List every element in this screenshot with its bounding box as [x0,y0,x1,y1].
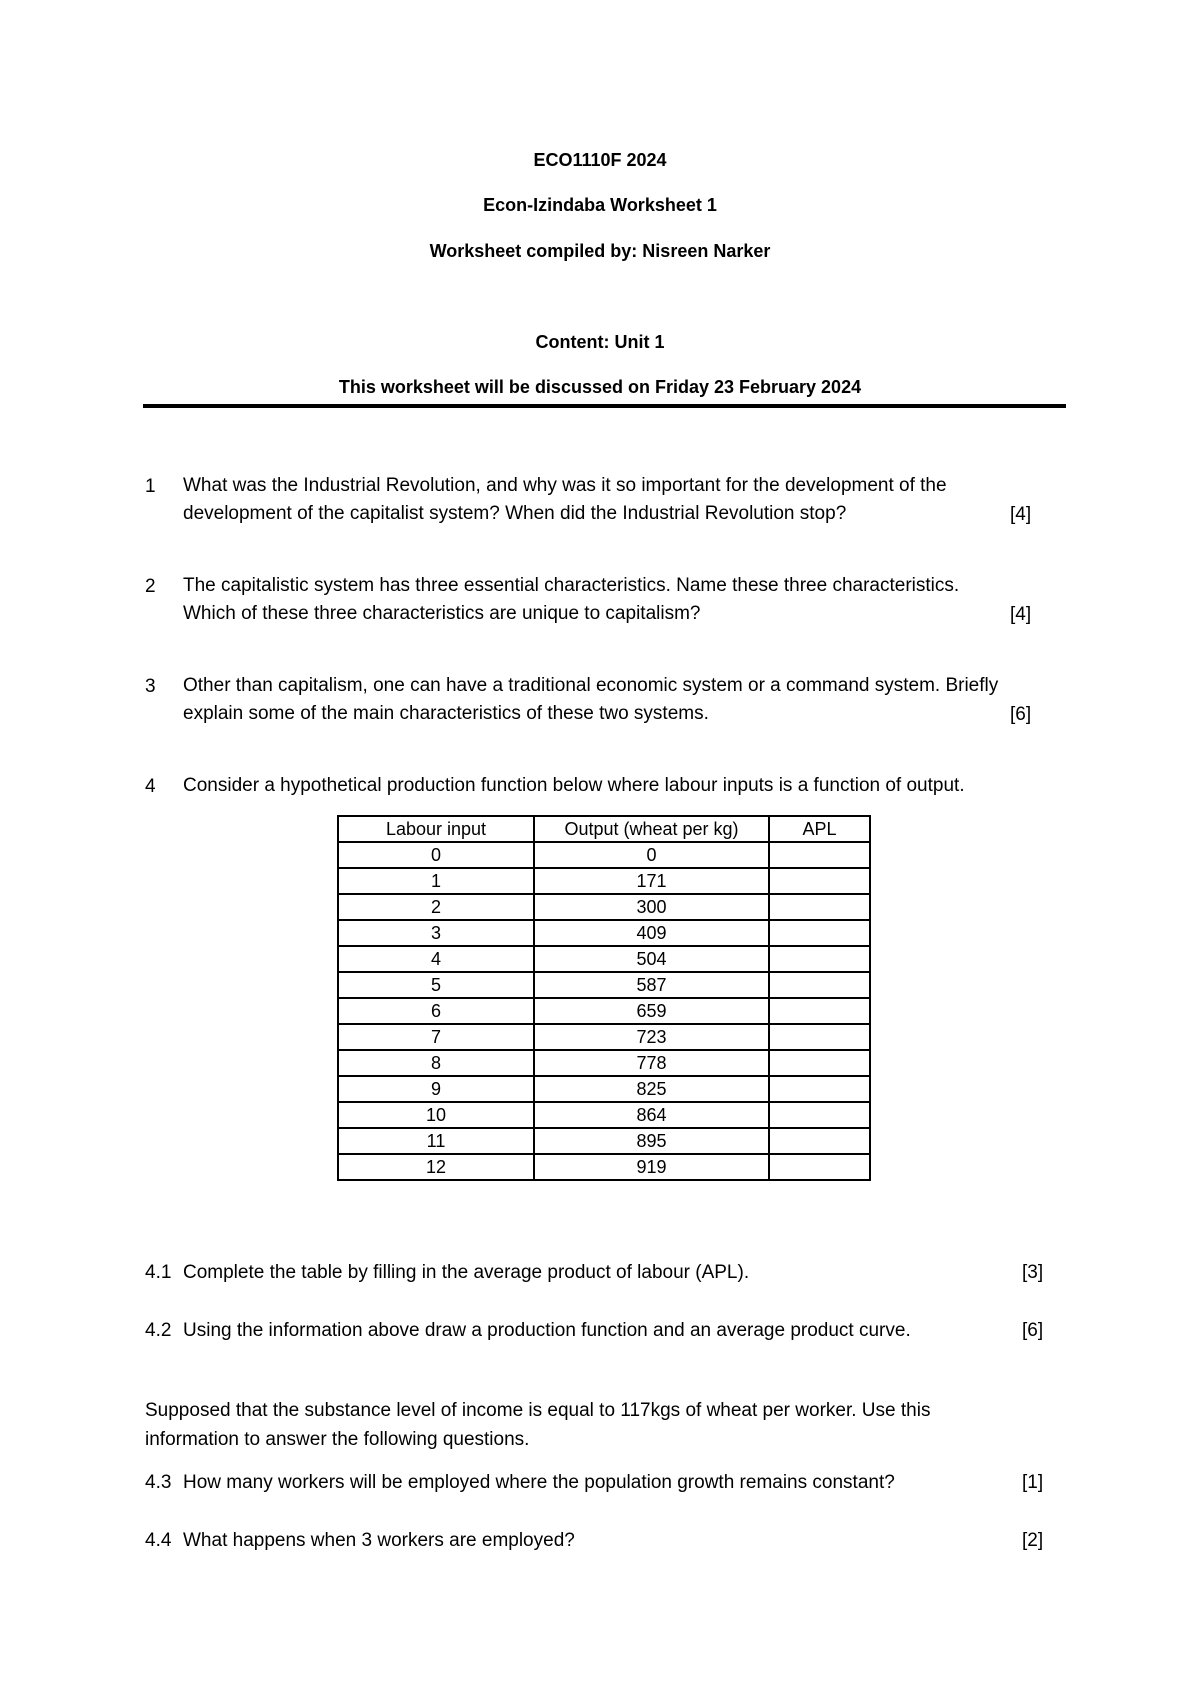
cell-apl [769,894,870,920]
cell-apl [769,868,870,894]
table-row [338,1102,870,1128]
cell-labour-input: 1 [338,868,534,894]
question-line: Which of these three characteristics are unique to capitalism? [183,603,701,624]
cell-output: 864 [534,1102,769,1128]
subquestion-text: What happens when 3 workers are employed? [183,1530,575,1551]
header-divider [143,404,1066,408]
subquestion-number: 4.4 [145,1530,172,1551]
question-number: 1 [145,476,156,497]
question-line: development of the capitalist system? When did the Industrial Revolution stop? [183,503,847,524]
discussion-date: This worksheet will be discussed on Friday 23 February 2024 [338,377,862,397]
cell-output: 171 [534,868,769,894]
question-number: 3 [145,676,156,697]
cell-apl [769,842,870,868]
question-line: Consider a hypothetical production function below where labour inputs is a function of output. [183,775,965,796]
cell-apl [769,1128,870,1154]
cell-output: 825 [534,1076,769,1102]
question-number: 4 [145,776,156,797]
cell-output: 778 [534,1050,769,1076]
table-row [338,946,870,972]
subquestion-text: How many workers will be employed where the population growth remains constant? [183,1472,895,1493]
cell-output: 659 [534,998,769,1024]
table-row [338,1076,870,1102]
subquestion-4-3 [145,1472,895,1494]
cell-labour-input: 7 [338,1024,534,1050]
cell-apl [769,972,870,998]
cell-labour-input: 8 [338,1050,534,1076]
cell-apl [769,1076,870,1102]
scenario-paragraph [145,1396,1025,1454]
cell-labour-input: 0 [338,842,534,868]
compiled-by: Worksheet compiled by: Nisreen Narker [429,241,771,261]
subquestion-4-1 [145,1262,749,1284]
cell-labour-input: 11 [338,1128,534,1154]
table-row [338,1024,870,1050]
subquestion-marks: [1] [1022,1472,1044,1493]
question-line: What was the Industrial Revolution, and why was it so important for the development of the [183,475,947,496]
cell-output: 300 [534,894,769,920]
cell-labour-input: 2 [338,894,534,920]
paragraph-line: information to answer the following questions. [145,1429,530,1450]
subquestion-text: Complete the table by filling in the average product of labour (APL). [183,1262,750,1283]
question-marks: [4] [1010,604,1032,625]
subquestion-number: 4.3 [145,1472,172,1493]
table-row [338,868,870,894]
cell-apl [769,1050,870,1076]
table-row [338,998,870,1024]
cell-apl [769,1024,870,1050]
cell-labour-input: 12 [338,1154,534,1180]
question-marks: [6] [1010,704,1032,725]
cell-apl [769,946,870,972]
table-row [338,894,870,920]
subquestion-marks: [3] [1022,1262,1044,1283]
table-row [338,842,870,868]
table-row [338,1128,870,1154]
table-row [338,1050,870,1076]
question-number: 2 [145,576,156,597]
table-header-row [338,816,870,842]
subquestion-marks: [6] [1022,1320,1044,1341]
subquestion-4-4 [145,1530,575,1552]
question-marks: [4] [1010,504,1032,525]
paragraph-line: Supposed that the substance level of income is equal to 117kgs of wheat per worker. Use this [145,1400,931,1421]
column-header-labour: Labour input [338,816,534,842]
cell-apl [769,920,870,946]
cell-output: 504 [534,946,769,972]
subquestion-4-2 [145,1320,911,1342]
column-header-apl: APL [769,816,870,842]
cell-labour-input: 5 [338,972,534,998]
content-unit: Content: Unit 1 [535,332,665,352]
cell-output: 409 [534,920,769,946]
cell-apl [769,1154,870,1180]
cell-output: 723 [534,1024,769,1050]
cell-labour-input: 3 [338,920,534,946]
cell-labour-input: 10 [338,1102,534,1128]
table-row [338,972,870,998]
subquestion-marks: [2] [1022,1530,1044,1551]
cell-apl [769,1102,870,1128]
cell-output: 919 [534,1154,769,1180]
subquestion-text: Using the information above draw a production function and an average product curve. [183,1320,911,1341]
cell-output: 587 [534,972,769,998]
cell-labour-input: 6 [338,998,534,1024]
question-line: explain some of the main characteristics of these two systems. [183,703,709,724]
question-text [183,572,1053,628]
cell-apl [769,998,870,1024]
subquestion-number: 4.1 [145,1262,172,1283]
table-row [338,1154,870,1180]
table-row [338,920,870,946]
question-text [183,772,1053,800]
question-text [183,672,1053,728]
worksheet-title: Econ-Izindaba Worksheet 1 [483,195,717,215]
course-code: ECO1110F 2024 [533,150,667,170]
cell-output: 0 [534,842,769,868]
cell-output: 895 [534,1128,769,1154]
question-line: Other than capitalism, one can have a traditional economic system or a command system. Briefly [183,675,999,696]
column-header-output: Output (wheat per kg) [534,816,769,842]
cell-labour-input: 4 [338,946,534,972]
subquestion-number: 4.2 [145,1320,172,1341]
question-text [183,472,1053,528]
question-line: The capitalistic system has three essential characteristics. Name these three characteristics. [183,575,960,596]
production-table [337,815,871,1181]
cell-labour-input: 9 [338,1076,534,1102]
